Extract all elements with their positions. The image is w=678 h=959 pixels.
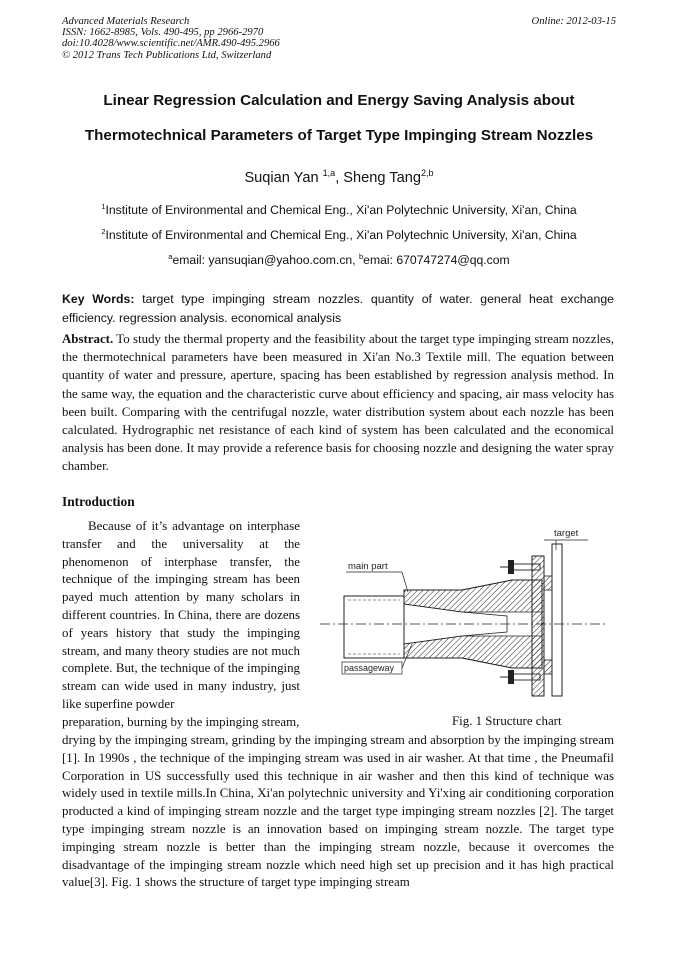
- paper-title-line-1: Linear Regression Calculation and Energy Saving Analysis about: [103, 92, 575, 109]
- email-b: emai: 670747274@qq.com: [363, 253, 510, 267]
- affiliation-1-sup: 1: [101, 201, 106, 211]
- author-2-name: , Sheng Tang: [335, 170, 421, 186]
- introduction-continued-text: drying by the impinging stream, grinding by the impinging stream and absorption by the impinging stream [1]. In 1990s , the technique of the impinging stream was used in air washer. At that time , the Pneumafil Corporation in US successfully used this technique in air washer and then this kind of technique was widely used in textile mills.In China, Xi'an polytechnic university and Yi'xing air conditioning corporation producted a kind of impinging stream nozzle and the target type impinging stream nozzles [2]. The target type impinging stream nozzle is an innovation based on impinging stream nozzle. The target type impinging stream nozzle is better than the impinging stream nozzle, because it overcomes the disadvantage of the impinging stream nozzle which need high set up precision and it has high practical value[3]. Fig. 1 shows the structure of target type impinging stream: [62, 733, 614, 890]
- bolt-head-lower: [508, 670, 514, 684]
- target-plate: [552, 544, 562, 696]
- nozzle-structure-drawing: [312, 520, 612, 712]
- author-list: [0, 170, 678, 186]
- flange-plate: [532, 556, 544, 696]
- affiliation-1: [0, 203, 678, 217]
- email-a: email: yansuqian@yahoo.com.cn,: [172, 253, 359, 267]
- figure-caption: Fig. 1 Structure chart: [452, 714, 562, 728]
- journal-header: [62, 16, 280, 61]
- affiliation-1-text: Institute of Environmental and Chemical Eng., Xi'an Polytechnic University, Xi'an, China: [105, 203, 577, 217]
- issn-line: ISSN: 1662-8985, Vols. 490-495, pp 2966-2970: [62, 27, 264, 39]
- affiliation-2: [0, 228, 678, 242]
- introduction-wrapped-text: [62, 518, 300, 714]
- label-target: target: [554, 528, 579, 539]
- abstract-label: Abstract.: [62, 332, 114, 346]
- affiliation-2-text: Institute of Environmental and Chemical Eng., Xi'an Polytechnic University, Xi'an, China: [105, 228, 577, 242]
- online-date: Online: 2012-03-15: [531, 16, 616, 27]
- paper-title-line-2: Thermotechnical Parameters of Target Type Impinging Stream Nozzles: [84, 127, 594, 144]
- intro-wrapped-body: Because of it’s advantage on interphase transfer and the universality at the phenomenon of interphase transfer, the technique of the impinging stream has been payed much attention by many scholars in different countries. In China, there are dozens of years history that study the impinging stream, and many theory studies are not much complete. But, the technique of the impinging stream can wide used in many industry, just like superfine powder: [62, 519, 300, 711]
- abstract-paragraph: [62, 330, 614, 476]
- copyright-line: © 2012 Trans Tech Publications Ltd, Switzerland: [62, 49, 272, 61]
- bolt-head-upper: [508, 560, 514, 574]
- email-b-sup: b: [358, 251, 364, 261]
- figure-structure-chart: [312, 520, 612, 712]
- section-heading-introduction: Introduction: [62, 494, 135, 509]
- author-2-sup: 2,b: [420, 168, 434, 179]
- threaded-inlet: [344, 596, 404, 658]
- keywords-label: Key Words:: [62, 292, 135, 306]
- author-emails: [0, 253, 678, 267]
- author-1-name: Suqian Yan: [244, 170, 323, 186]
- abstract-text: To study the thermal property and the feasibility about the target type impinging stream nozzles, the thermotechnical parameters have been measured in Xi'an No.3 Textile mill. The equation between quantity of water and pressure, aperture, spacing has been established by regression analysis method. In the same way, the equation and the characteristic curve about efficiency and spacing, air mass velocity has been built. Comparing with the centrifugal nozzle, water distribution system about each nozzle has been calculated. Hydrographic net resistance of each kind of system has been calculated and the economical analysis has been done. It may provide a reference basis for choosing nozzle and designing the water spray chamber.: [62, 332, 614, 474]
- email-a-sup: a: [168, 251, 173, 261]
- doi-line: doi:10.4028/www.scientific.net/AMR.490-495.2966: [62, 38, 280, 50]
- keywords-text: target type impinging stream nozzles. quantity of water. general heat exchange efficiency. regression analysis. economical analysis: [62, 292, 615, 325]
- introduction-tail-line: preparation, burning by the impinging stream,: [62, 715, 300, 729]
- label-main-part: main part: [348, 561, 388, 572]
- affiliation-2-sup: 2: [101, 226, 106, 236]
- journal-name: Advanced Materials Research: [62, 16, 190, 27]
- author-1-sup: 1,a: [322, 168, 336, 179]
- keywords-paragraph: [62, 290, 614, 328]
- label-passageway: passageway: [344, 663, 395, 673]
